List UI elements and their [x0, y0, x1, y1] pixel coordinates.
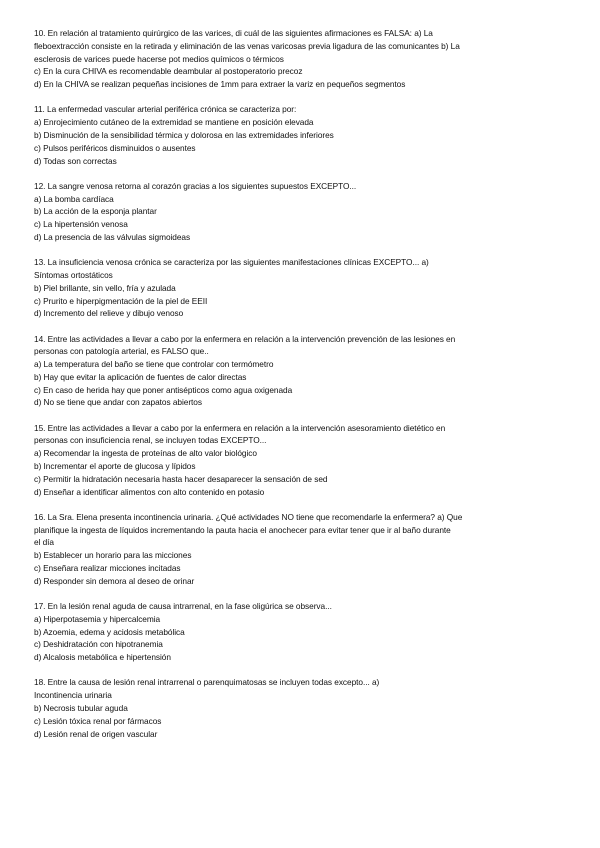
answer-option: d) Responder sin demora al deseo de orinar: [34, 575, 195, 586]
answer-option: c) Deshidratación con hipotranemia: [34, 639, 163, 650]
answer-option: a) Enrojecimiento cutáneo de la extremidad se mantiene en posición elevada: [34, 117, 314, 128]
answer-option: b) Incrementar el aporte de glucosa y lípidos: [34, 461, 196, 472]
answer-option: a) La temperatura del baño se tiene que controlar con termómetro: [34, 359, 274, 370]
question-10: [34, 27, 566, 91]
question-stem-line: fleboextracción consiste en la retirada y eliminación de las venas varicosas previa ligadura de las comunicantes b) La: [34, 40, 460, 51]
answer-option: b) Establecer un horario para las micciones: [34, 550, 192, 561]
answer-option: c) En caso de herida hay que poner antisépticos como agua oxigenada: [34, 384, 293, 395]
question-stem-line: 16. La Sra. Elena presenta incontinencia urinaria. ¿Qué actividades NO tiene que recomendarle la enfermera? a) Que: [34, 511, 463, 522]
question-stem-line: esclerosis de varices puede hacerse pot medios químicos o térmicos: [34, 53, 284, 64]
answer-option: d) La presencia de las válvulas sigmoideas: [34, 231, 191, 242]
question-17: [34, 600, 566, 664]
question-stem-line: 17. En la lesión renal aguda de causa intrarrenal, en la fase oligúrica se observa...: [34, 601, 332, 612]
question-stem-line: 14. Entre las actividades a llevar a cabo por la enfermera en relación a la intervención prevención de las lesiones en: [34, 333, 456, 344]
question-stem-line: personas con patología arterial, es FALSO que..: [34, 346, 209, 357]
answer-option: d) Todas son correctas: [34, 155, 117, 166]
question-stem-line: 18. Entre la causa de lesión renal intrarrenal o parenquimatosas se incluyen todas excepto... a): [34, 677, 380, 688]
answer-option: b) Hay que evitar la aplicación de fuentes de calor directas: [34, 371, 247, 382]
question-14: [34, 333, 566, 410]
question-stem-line: 12. La sangre venosa retorna al corazón gracias a los siguientes supuestos EXCEPTO...: [34, 180, 357, 191]
answer-option: c) La hipertensión venosa: [34, 219, 128, 230]
question-13: [34, 256, 566, 320]
answer-option: c) En la cura CHIVA es recomendable deambular al postoperatorio precoz: [34, 66, 303, 77]
answer-option: a) La bomba cardíaca: [34, 193, 114, 204]
answer-option: c) Pulsos periféricos disminuidos o ausentes: [34, 142, 196, 153]
answer-option: c) Prurito e hiperpigmentación de la piel de EEII: [34, 295, 208, 306]
question-stem-line: 10. En relación al tratamiento quirúrgico de las varices, di cuál de las siguientes afirmaciones es FALSA: a) La: [34, 28, 433, 38]
answer-option: d) No se tiene que andar con zapatos abiertos: [34, 397, 202, 408]
answer-option: d) En la CHIVA se realizan pequeñas incisiones de 1mm para extraer la variz en pequeños segmentos: [34, 79, 406, 90]
question-stem-line: planifique la ingesta de líquidos incrementando la pauta hacia el anochecer para evitar tener que ir al baño durante: [34, 524, 451, 535]
question-stem-line: el día: [34, 537, 54, 548]
document-page: [34, 27, 566, 753]
answer-option: Síntomas ortostáticos: [34, 269, 113, 280]
answer-option: a) Recomendar la ingesta de proteínas de alto valor biológico: [34, 448, 257, 459]
answer-option: d) Lesión renal de origen vascular: [34, 728, 158, 739]
question-stem-line: 15. Entre las actividades a llevar a cabo por la enfermera en relación a la intervención asesoramiento dietético en: [34, 422, 446, 433]
question-12: [34, 180, 566, 244]
answer-option: b) Azoemia, edema y acidosis metabólica: [34, 626, 185, 637]
answer-option: c) Enseñara realizar micciones incitadas: [34, 563, 181, 574]
question-stem-line: personas con insuficiencia renal, se incluyen todas EXCEPTO...: [34, 435, 267, 446]
answer-option: b) Piel brillante, sin vello, fría y azulada: [34, 282, 176, 293]
question-stem-line: Incontinencia urinaria: [34, 690, 112, 701]
answer-option: c) Lesión tóxica renal por fármacos: [34, 715, 162, 726]
answer-option: a) Hiperpotasemia y hipercalcemia: [34, 613, 161, 624]
answer-option: d) Alcalosis metabólica e hipertensión: [34, 652, 171, 663]
answer-option: b) Necrosis tubular aguda: [34, 702, 128, 713]
question-18: [34, 676, 566, 740]
question-stem-line: 11. La enfermedad vascular arterial periférica crónica se caracteriza por:: [34, 104, 297, 115]
question-15: [34, 422, 566, 499]
answer-option: c) Permitir la hidratación necesaria hasta hacer desaparecer la sensación de sed: [34, 473, 328, 484]
answer-option: d) Incremento del relieve y dibujo venoso: [34, 308, 184, 319]
answer-option: b) Disminución de la sensibilidad térmica y dolorosa en las extremidades inferiores: [34, 129, 334, 140]
question-stem-line: 13. La insuficiencia venosa crónica se caracteriza por las siguientes manifestaciones clínicas EXCEPTO... a): [34, 257, 429, 268]
answer-option: b) La acción de la esponja plantar: [34, 206, 157, 217]
question-16: [34, 511, 566, 588]
answer-option: d) Enseñar a identificar alimentos con alto contenido en potasio: [34, 486, 265, 497]
question-11: [34, 103, 566, 167]
